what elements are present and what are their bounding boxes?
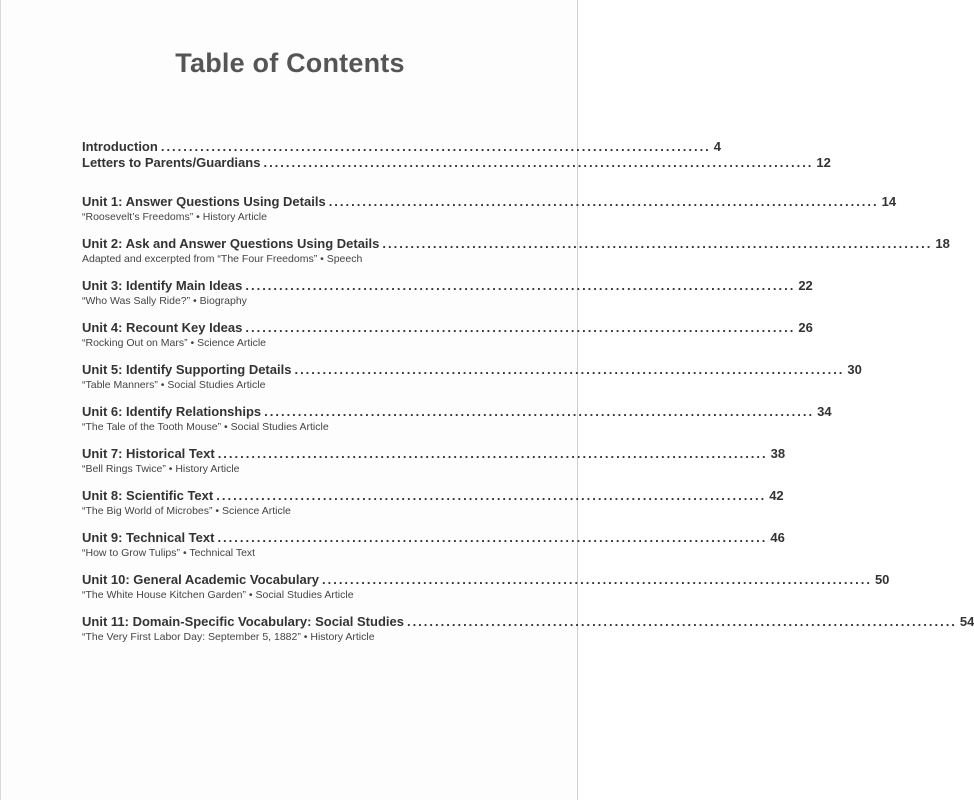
toc-entry-subtitle: “The White House Kitchen Garden” • Social Studies Article bbox=[82, 589, 354, 601]
toc-entry-unit-2 bbox=[82, 236, 950, 266]
toc-entry-introduction bbox=[82, 139, 722, 155]
toc-page-number: 30 bbox=[847, 362, 862, 377]
page-title: Table of Contents bbox=[175, 48, 405, 78]
toc-entry-label: Introduction bbox=[82, 139, 158, 154]
toc-page-number: 18 bbox=[935, 236, 950, 251]
toc-page-number: 12 bbox=[816, 155, 831, 170]
toc-entry-subtitle: “Table Manners” • Social Studies Article bbox=[82, 379, 266, 391]
toc-entry-unit-7 bbox=[82, 446, 786, 476]
toc-entry-label: Unit 10: General Academic Vocabulary bbox=[82, 572, 319, 587]
toc-page-number: 42 bbox=[769, 488, 784, 503]
toc-entry-subtitle: “Who Was Sally Ride?” • Biography bbox=[82, 295, 247, 307]
toc-page-number: 38 bbox=[770, 446, 786, 461]
toc-entry-unit-3 bbox=[82, 278, 813, 308]
toc-entry-unit-1 bbox=[82, 194, 897, 224]
toc-entry-subtitle: “Rocking Out on Mars” • Science Article bbox=[82, 337, 266, 349]
dot-leader: .................................................................................................. bbox=[245, 320, 796, 335]
toc-entry-label: Unit 3: Identify Main Ideas bbox=[82, 278, 243, 293]
dot-leader: .................................................................................................. bbox=[245, 278, 796, 293]
toc-entry-label: Unit 5: Identify Supporting Details bbox=[82, 362, 292, 377]
toc-entry-subtitle: “The Big World of Microbes” • Science Article bbox=[82, 505, 291, 517]
dot-leader: .................................................................................................. bbox=[160, 139, 711, 154]
toc-entry-subtitle: “The Tale of the Tooth Mouse” • Social Studies Article bbox=[82, 421, 329, 433]
dot-leader: .................................................................................................. bbox=[216, 488, 767, 503]
dot-leader: .................................................................................................. bbox=[328, 194, 879, 209]
toc-page-number: 46 bbox=[770, 530, 785, 545]
dot-leader: .................................................................................................. bbox=[382, 236, 933, 251]
toc-entry-label: Unit 1: Answer Questions Using Details bbox=[82, 194, 326, 209]
toc-entry-label: Unit 2: Ask and Answer Questions Using Details bbox=[82, 236, 380, 251]
toc-entry-label: Unit 8: Scientific Text bbox=[82, 488, 214, 503]
toc-page-number: 54 bbox=[959, 614, 974, 629]
toc-page-number: 4 bbox=[713, 139, 722, 154]
toc-entry-label: Unit 6: Identify Relationships bbox=[82, 404, 262, 419]
toc-entry-unit-10 bbox=[82, 572, 890, 602]
toc-page-number: 26 bbox=[798, 320, 813, 335]
toc-entry-unit-5 bbox=[82, 362, 862, 392]
toc-entry-label: Unit 9: Technical Text bbox=[82, 530, 215, 545]
toc-page-number: 34 bbox=[817, 404, 832, 419]
toc-entry-unit-8 bbox=[82, 488, 784, 518]
toc-page-number: 22 bbox=[798, 278, 813, 293]
toc-entry-label: Unit 7: Historical Text bbox=[82, 446, 215, 461]
toc-entry-unit-4 bbox=[82, 320, 813, 350]
toc-entry-unit-11 bbox=[82, 614, 974, 644]
toc-entry-unit-9 bbox=[82, 530, 785, 560]
dot-leader: .................................................................................................. bbox=[263, 155, 814, 170]
toc-page-number: 14 bbox=[881, 194, 897, 209]
toc-page-number: 50 bbox=[874, 572, 890, 587]
toc-entry-label: Unit 4: Recount Key Ideas bbox=[82, 320, 243, 335]
dot-leader: .................................................................................................. bbox=[406, 614, 957, 629]
dot-leader: .................................................................................................. bbox=[321, 572, 872, 587]
toc-entry-letters bbox=[82, 155, 831, 171]
toc-entry-label: Letters to Parents/Guardians bbox=[82, 155, 261, 170]
toc-entry-subtitle: “How to Grow Tulips” • Technical Text bbox=[82, 547, 256, 559]
dot-leader: .................................................................................................. bbox=[264, 404, 815, 419]
dot-leader: .................................................................................................. bbox=[217, 446, 768, 461]
toc-entry-unit-6 bbox=[82, 404, 832, 434]
dot-leader: .................................................................................................. bbox=[217, 530, 768, 545]
toc-entry-subtitle: Adapted and excerpted from “The Four Freedoms” • Speech bbox=[82, 253, 363, 265]
toc-entry-subtitle: “Roosevelt’s Freedoms” • History Article bbox=[82, 211, 267, 223]
dot-leader: .................................................................................................. bbox=[294, 362, 845, 377]
toc-entry-subtitle: “The Very First Labor Day: September 5, 1882” • History Article bbox=[82, 631, 375, 643]
toc-entry-subtitle: “Bell Rings Twice” • History Article bbox=[82, 463, 240, 475]
toc-entry-label: Unit 11: Domain-Specific Vocabulary: Social Studies bbox=[82, 614, 404, 629]
